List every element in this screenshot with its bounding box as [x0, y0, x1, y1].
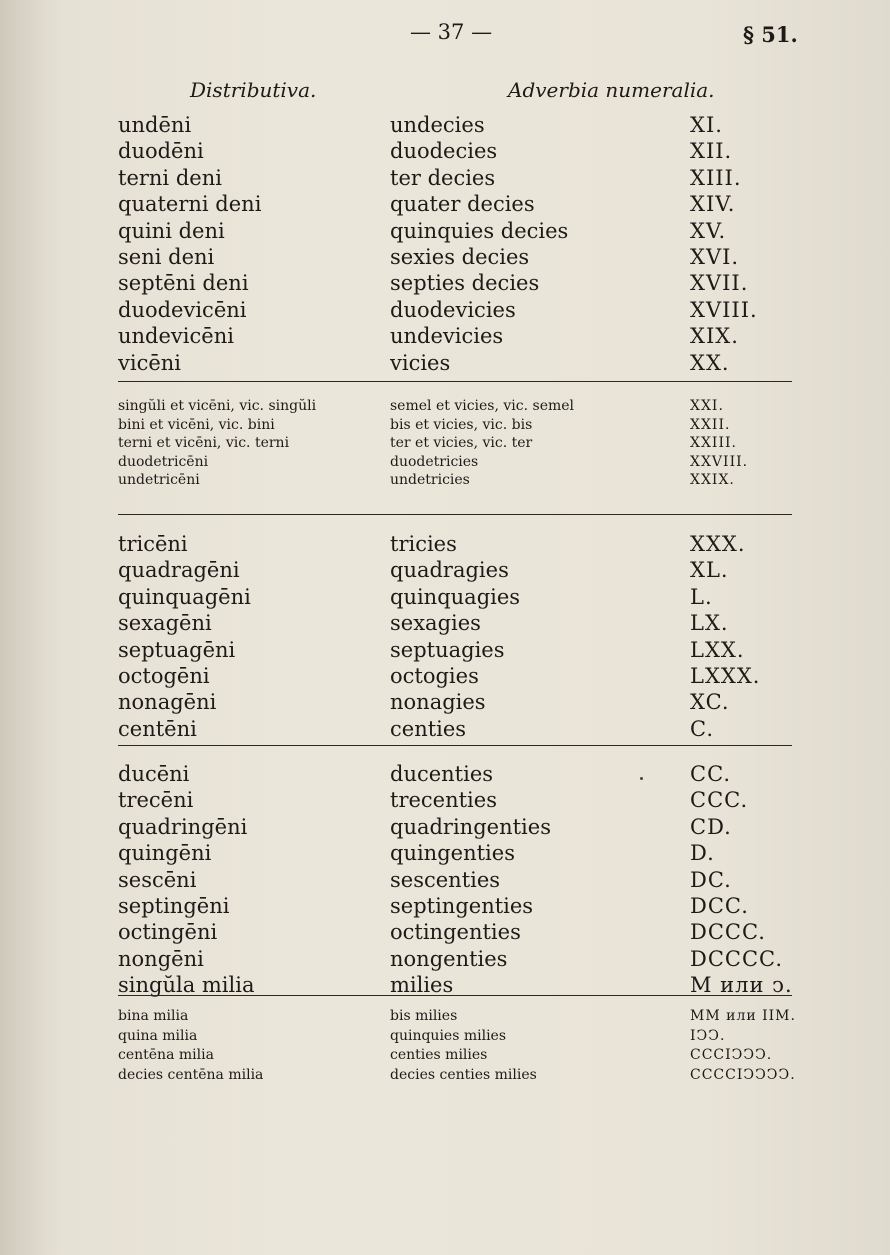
distributive-cell: undevicēni — [118, 324, 234, 349]
roman-numeral-cell: DCCCC. — [690, 946, 784, 971]
roman-numeral-cell: XVII. — [690, 271, 749, 296]
roman-numeral-cell: L. — [690, 584, 713, 609]
roman-numeral-cell: XL. — [690, 558, 729, 583]
table-row — [0, 585, 890, 613]
table-row — [0, 417, 890, 436]
ink-speck — [640, 777, 643, 780]
roman-numeral-cell: XIII. — [690, 165, 742, 190]
adverb-cell: ter et vicies, vic. ter — [390, 435, 533, 451]
column-heading-distributiva: Distributiva. — [190, 78, 317, 102]
adverb-cell: trecenties — [390, 788, 497, 813]
distributive-cell: quina milia — [118, 1027, 198, 1044]
roman-numeral-cell: XVI. — [690, 245, 740, 269]
roman-numeral-cell: M или ͻ. — [690, 973, 793, 998]
adverb-cell: quater decies — [390, 192, 535, 217]
adverb-cell: vicies — [390, 350, 451, 375]
distributive-cell: duodēni — [118, 139, 204, 164]
table-row — [0, 324, 890, 352]
adverb-cell: undecies — [390, 113, 485, 137]
table-row — [0, 454, 890, 473]
section-divider — [118, 514, 792, 515]
table-row — [0, 1028, 890, 1047]
roman-numeral-cell: XI. — [690, 113, 723, 137]
roman-numeral-cell: DC. — [690, 867, 732, 892]
roman-numeral-cell: CCCCIↃↃↃↃ. — [690, 1066, 796, 1083]
table-row — [0, 192, 890, 220]
adverb-cell: nongenties — [390, 946, 508, 971]
roman-numeral-cell: DCC. — [690, 894, 749, 918]
table-row — [0, 472, 890, 491]
table-row — [0, 638, 890, 666]
adverb-cell: quadringenties — [390, 814, 551, 839]
distributive-cell: quadringēni — [118, 814, 248, 839]
adverb-cell: bis milies — [390, 1008, 458, 1024]
roman-numeral-cell: XXIX. — [690, 472, 735, 488]
adverb-cell: quadragies — [390, 558, 509, 583]
roman-numeral-cell: LX. — [690, 611, 729, 636]
roman-numeral-cell: XC. — [690, 690, 730, 715]
adverb-cell: undetricies — [390, 472, 470, 488]
distributive-cell: duodevicēni — [118, 297, 247, 322]
table-row — [0, 841, 890, 869]
distributive-cell: singŭla milia — [118, 973, 255, 998]
roman-numeral-cell: XXI. — [690, 398, 724, 414]
roman-numeral-cell: XXIII. — [690, 435, 737, 451]
table-row — [0, 1047, 890, 1066]
table-row — [0, 398, 890, 417]
roman-numeral-cell: XIV. — [690, 192, 736, 217]
roman-numeral-cell: C. — [690, 716, 714, 741]
adverb-cell: bis et vicies, vic. bis — [390, 416, 533, 433]
roman-numeral-cell: XXII. — [690, 416, 731, 433]
table-row — [0, 690, 890, 718]
table-row — [0, 113, 890, 141]
distributive-cell: sescēni — [118, 867, 197, 892]
table-row — [0, 815, 890, 843]
distributive-cell: terni deni — [118, 165, 222, 190]
table-row — [0, 664, 890, 692]
adverb-cell: ducenties — [390, 762, 494, 786]
table-row — [0, 532, 890, 560]
roman-numeral-cell: CCCIↃↃↃ. — [690, 1047, 773, 1063]
adverb-cell: octingenties — [390, 920, 521, 945]
distributive-cell: quaterni deni — [118, 192, 262, 217]
roman-numeral-cell: XXVIII. — [690, 453, 749, 470]
adverb-cell: undevicies — [390, 324, 504, 349]
adverb-cell: tricies — [390, 532, 457, 556]
distributive-cell: tricēni — [118, 532, 188, 556]
adverb-cell: septuagies — [390, 637, 505, 662]
distributive-cell: duodetricēni — [118, 453, 209, 470]
adverb-cell: sexagies — [390, 611, 481, 636]
roman-numeral-cell: XXX. — [690, 532, 746, 556]
table-row — [0, 611, 890, 639]
table-row — [0, 435, 890, 454]
distributive-cell: vicēni — [118, 350, 182, 375]
distributive-cell: quingēni — [118, 841, 212, 866]
roman-numeral-cell: DCCC. — [690, 920, 766, 945]
distributive-cell: bina milia — [118, 1008, 189, 1024]
roman-numeral-cell: XIX. — [690, 324, 739, 349]
distributive-cell: decies centēna milia — [118, 1066, 264, 1083]
table-row — [0, 298, 890, 326]
distributive-cell: octogēni — [118, 664, 210, 688]
distributive-cell: undēni — [118, 113, 192, 137]
adverb-cell: milies — [390, 973, 454, 998]
adverb-cell: duodecies — [390, 139, 498, 164]
adverb-cell: octogies — [390, 664, 479, 688]
roman-numeral-cell: CD. — [690, 814, 732, 839]
adverb-cell: quingenties — [390, 841, 515, 866]
distributive-cell: centēni — [118, 716, 197, 741]
adverb-cell: nonagies — [390, 690, 486, 715]
table-row — [0, 271, 890, 299]
roman-numeral-cell: IↃↃ. — [690, 1027, 726, 1044]
distributive-cell: centēna milia — [118, 1047, 214, 1063]
distributive-cell: septingēni — [118, 894, 230, 918]
distributive-cell: ducēni — [118, 762, 190, 786]
table-row — [0, 973, 890, 1001]
table-row — [0, 166, 890, 194]
roman-numeral-cell: LXX. — [690, 637, 745, 662]
table-row — [0, 139, 890, 167]
table-row — [0, 558, 890, 586]
column-heading-adverbia: Adverbia numeralia. — [508, 78, 715, 102]
table-row — [0, 868, 890, 896]
distributive-cell: singŭli et vicēni, vic. singŭli — [118, 398, 317, 414]
distributive-cell: septēni deni — [118, 271, 249, 296]
distributive-cell: quadragēni — [118, 558, 240, 583]
table-row — [0, 219, 890, 247]
distributive-cell: terni et vicēni, vic. terni — [118, 435, 290, 451]
table-row — [0, 762, 890, 790]
page-number: — 37 — — [410, 20, 493, 44]
roman-numeral-cell: XII. — [690, 139, 733, 164]
adverb-cell: quinquies milies — [390, 1027, 507, 1044]
adverb-cell: centies — [390, 716, 467, 741]
roman-numeral-cell: CCC. — [690, 788, 749, 813]
table-row — [0, 920, 890, 948]
distributive-cell: undetricēni — [118, 472, 200, 488]
roman-numeral-cell: D. — [690, 841, 715, 866]
roman-numeral-cell: LXXX. — [690, 664, 761, 688]
roman-numeral-cell: XV. — [690, 218, 727, 243]
adverb-cell: decies centies milies — [390, 1066, 537, 1083]
distributive-cell: nonagēni — [118, 690, 217, 715]
adverb-cell: duodevicies — [390, 297, 516, 322]
adverb-cell: septingenties — [390, 894, 534, 918]
adverb-cell: quinquies decies — [390, 218, 569, 243]
table-row — [0, 947, 890, 975]
distributive-cell: sexagēni — [118, 611, 212, 636]
roman-numeral-cell: XVIII. — [690, 297, 758, 322]
adverb-cell: quinquagies — [390, 584, 521, 609]
table-row — [0, 1067, 890, 1086]
section-divider — [118, 381, 792, 382]
adverb-cell: semel et vicies, vic. semel — [390, 398, 575, 414]
distributive-cell: quinquagēni — [118, 584, 251, 609]
section-divider — [118, 745, 792, 746]
table-row — [0, 245, 890, 273]
distributive-cell: quini deni — [118, 218, 225, 243]
distributive-cell: seni deni — [118, 245, 215, 269]
table-row — [0, 717, 890, 745]
adverb-cell: sescenties — [390, 867, 501, 892]
adverb-cell: duodetricies — [390, 453, 479, 470]
distributive-cell: octingēni — [118, 920, 218, 945]
distributive-cell: bini et vicēni, vic. bini — [118, 416, 275, 433]
adverb-cell: centies milies — [390, 1047, 488, 1063]
distributive-cell: nongēni — [118, 946, 204, 971]
table-row — [0, 788, 890, 816]
adverb-cell: septies decies — [390, 271, 540, 296]
distributive-cell: septuagēni — [118, 637, 236, 662]
adverb-cell: ter decies — [390, 165, 496, 190]
section-divider — [118, 995, 792, 996]
table-row — [0, 351, 890, 379]
table-row — [0, 894, 890, 922]
roman-numeral-cell: MM или IIM. — [690, 1008, 796, 1024]
table-row — [0, 1008, 890, 1027]
roman-numeral-cell: XX. — [690, 350, 730, 375]
adverb-cell: sexies decies — [390, 245, 530, 269]
roman-numeral-cell: CC. — [690, 762, 732, 786]
section-number: § 51. — [743, 22, 798, 47]
distributive-cell: trecēni — [118, 788, 194, 813]
